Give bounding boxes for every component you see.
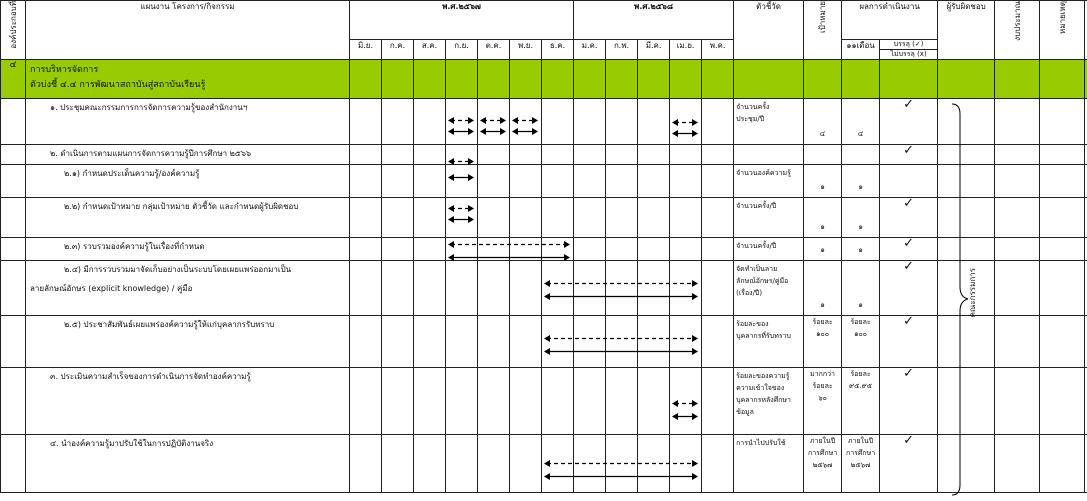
section-fill	[995, 60, 1040, 99]
month-cell: ก.พ.	[606, 40, 638, 60]
month-slot	[702, 238, 734, 261]
month-slot	[478, 435, 510, 493]
result-cell	[842, 145, 880, 165]
indicator-cell: จำนวนครั้ง/ปี	[734, 198, 804, 238]
indicator-cell: จัดทำเป็นลาย ลักษณ์อักษร/คู่มือ (เรื่อง/ปี)	[734, 261, 804, 316]
plan-arrow	[480, 116, 506, 125]
month-cell: ส.ค.	[414, 40, 446, 60]
month-slot	[414, 238, 446, 261]
month-slot	[510, 165, 542, 198]
actual-arrow	[448, 173, 474, 182]
achieved-cell	[880, 165, 938, 198]
result-cell: ๔	[842, 99, 880, 145]
note-cell	[1040, 145, 1085, 165]
section-fill	[350, 60, 382, 99]
achieved-cell	[880, 316, 938, 368]
month-slot	[542, 368, 574, 435]
achieved-cell	[880, 145, 938, 165]
section-fill	[414, 60, 446, 99]
achieved-cell	[880, 261, 938, 316]
month-slot	[574, 165, 606, 198]
year2-header: พ.ศ.๒๕๖๘	[574, 1, 734, 40]
task-text: ๒.๔) มีการรวบรวมมาจัดเก็บอย่างเป็นระบบโดยเผยแพร่ออกมาเป็น	[64, 265, 292, 274]
org-header: องค์ประกอบที่	[1, 1, 26, 60]
section-fill	[574, 60, 606, 99]
task-row	[1, 145, 1087, 165]
org-cell	[1, 238, 26, 261]
org-cell	[1, 435, 26, 493]
note-cell	[1040, 368, 1085, 435]
month-slot	[542, 99, 574, 145]
actual-arrow	[448, 253, 570, 262]
month-slot	[670, 198, 702, 238]
month-slot	[414, 165, 446, 198]
month-slot	[414, 198, 446, 238]
note-cell	[1040, 198, 1085, 238]
month-slot	[382, 99, 414, 145]
task-text: ๒.๒) กำหนดเป้าหมาย กลุ่มเป้าหมาย ตัวชี้วัด และกำหนดผู้รับผิดชอบ	[64, 202, 299, 211]
indicator-cell: ร้อยละของ บุคลากรที่รับทราบ	[734, 316, 804, 368]
target-cell: ภายในปี การศึกษา ๒๕๖๗	[804, 435, 842, 493]
budget-cell	[995, 316, 1040, 368]
indicator-cell: ร้อยละของความรู้ ความเข้าใจของ บุคลากรหลังศึกษา ข้อมูล	[734, 368, 804, 435]
month-slot	[478, 316, 510, 368]
month-slot	[638, 165, 670, 198]
month-slot	[350, 368, 382, 435]
month-slot	[350, 261, 382, 316]
month-slot	[414, 99, 446, 145]
target-header: เป้าหมาย	[804, 1, 842, 60]
month-slot	[574, 238, 606, 261]
achieved-cell	[880, 238, 938, 261]
section-fill	[638, 60, 670, 99]
task-cell	[26, 99, 350, 145]
budget-cell	[995, 198, 1040, 238]
month-slot	[574, 99, 606, 145]
task-row	[1, 99, 1087, 145]
actual-arrow	[448, 215, 474, 224]
check-mark-icon: ✓	[903, 434, 915, 448]
indicator-cell: จำนวนครั้ง ประชุม/ปี	[734, 99, 804, 145]
month-slot	[670, 165, 702, 198]
plan-arrow	[512, 116, 538, 125]
month-slot	[446, 368, 478, 435]
achieved-cell	[880, 198, 938, 238]
month-slot	[382, 198, 414, 238]
target-cell: ๑	[804, 165, 842, 198]
section-fill	[510, 60, 542, 99]
section-title-cell	[26, 60, 350, 99]
month-cell: พ.ย.	[510, 40, 542, 60]
budget-header: งบประมาณ	[995, 1, 1040, 60]
month-slot	[542, 198, 574, 238]
month-slot	[702, 99, 734, 145]
month-slot	[638, 368, 670, 435]
section-row	[1, 60, 1087, 99]
actual-arrow	[480, 127, 506, 136]
section-fill	[478, 60, 510, 99]
task-text: ๒.๕) ประชาสัมพันธ์เผยแพร่องค์ความรู้ให้แก่บุคลากรรับทราบ	[64, 320, 275, 329]
note-cell	[1040, 238, 1085, 261]
month-slot	[478, 261, 510, 316]
month-cell: มิ.ย.	[350, 40, 382, 60]
task-cell	[26, 368, 350, 435]
org-cell	[1, 198, 26, 238]
target-cell: ๑	[804, 261, 842, 316]
month-slot	[542, 145, 574, 165]
month-slot	[414, 435, 446, 493]
section-fill	[804, 60, 842, 99]
month-slot	[350, 316, 382, 368]
actual-arrow	[544, 472, 698, 481]
section-fill	[606, 60, 638, 99]
month-slot	[702, 316, 734, 368]
target-cell: ๑	[804, 198, 842, 238]
month-slot	[638, 145, 670, 165]
month-slot	[606, 261, 638, 316]
section-fill	[382, 60, 414, 99]
month-slot	[574, 368, 606, 435]
month-slot	[446, 435, 478, 493]
month-slot	[638, 238, 670, 261]
month-slot	[382, 261, 414, 316]
month-slot	[414, 145, 446, 165]
month-cell: มี.ค.	[638, 40, 670, 60]
task-text: ๒.๑) กำหนดประเด็นความรู้/องค์ความรู้	[64, 169, 200, 178]
month-slot	[670, 261, 702, 316]
month-cell: เม.ย.	[670, 40, 702, 60]
month-slot	[606, 165, 638, 198]
budget-cell	[995, 261, 1040, 316]
section-title: การบริหารจัดการ	[30, 65, 99, 75]
month-cell: ก.ย.	[446, 40, 478, 60]
year1-header: พ.ศ.๒๕๖๗	[350, 1, 574, 40]
task-cell	[26, 198, 350, 238]
section-fill	[702, 60, 734, 99]
actual-arrow	[544, 347, 698, 356]
month-slot	[510, 435, 542, 493]
month-cell: ม.ค.	[574, 40, 606, 60]
note-header: หมายเหตุ	[1040, 1, 1085, 60]
note-cell	[1040, 435, 1085, 493]
task-text: ๑. ประชุมคณะกรรมการการจัดการความรู้ของสำนักงานฯ	[50, 103, 248, 112]
indicator-cell: จำนวนองค์ความรู้	[734, 165, 804, 198]
month-slot	[574, 145, 606, 165]
month-slot	[702, 198, 734, 238]
task-cell	[26, 261, 350, 316]
achieved-header	[880, 40, 938, 60]
org-cell	[1, 99, 26, 145]
indicator-header: ตัวชี้วัด	[734, 1, 804, 60]
target-cell	[804, 145, 842, 165]
check-mark-icon: ✓	[903, 367, 915, 381]
month-slot	[478, 145, 510, 165]
month-slot	[510, 368, 542, 435]
org-cell	[1, 316, 26, 368]
task-text-cont: ลายลักษณ์อักษร (explicit knowledge) / คู่มือ	[30, 284, 193, 293]
month-slot	[638, 198, 670, 238]
month-slot	[350, 238, 382, 261]
actual-arrow	[672, 412, 698, 421]
month-slot	[414, 261, 446, 316]
month-slot	[382, 316, 414, 368]
achieved-cell	[880, 99, 938, 145]
month-slot	[510, 198, 542, 238]
month-slot	[542, 261, 574, 316]
responsible-group-label: คณะกรรมการ	[968, 268, 977, 318]
note-cell	[1040, 165, 1085, 198]
target-cell: ร้อยละ ๑๐๐	[804, 316, 842, 368]
result-cell: ๑	[842, 198, 880, 238]
task-text: ๒.๓) รวบรวมองค์ความรู้ในเรื่องที่กำหนด	[64, 242, 205, 251]
actual-arrow	[672, 129, 698, 138]
month-slot	[350, 165, 382, 198]
month-slot	[350, 145, 382, 165]
check-mark-icon: ✓	[903, 144, 915, 158]
month-slot	[510, 145, 542, 165]
month-slot	[382, 238, 414, 261]
month-slot	[606, 145, 638, 165]
task-cell	[26, 238, 350, 261]
section-fill	[670, 60, 702, 99]
month-slot	[702, 368, 734, 435]
month-slot	[382, 435, 414, 493]
month-slot	[574, 198, 606, 238]
org-cell	[1, 165, 26, 198]
month-slot	[510, 261, 542, 316]
check-mark-icon: ✓	[903, 260, 915, 274]
month-slot	[702, 145, 734, 165]
note-cell	[1040, 316, 1085, 368]
month-slot	[510, 316, 542, 368]
section-fill	[938, 60, 995, 99]
check-mark-icon: ✓	[903, 237, 915, 251]
month-slot	[574, 261, 606, 316]
month-slot	[638, 261, 670, 316]
plan-arrow	[448, 240, 570, 249]
section-fill	[734, 60, 804, 99]
month-slot	[478, 165, 510, 198]
actual-arrow	[544, 292, 698, 301]
plan-arrow	[448, 116, 474, 125]
month-slot	[446, 316, 478, 368]
achieved-label: บรรลุ (✓)	[880, 40, 937, 50]
section-subtitle: ตัวบ่งชี้ ๔.๔ การพัฒนาสถาบันสู่สถาบันเรียนรู้	[30, 80, 206, 90]
section-number: ๔	[1, 60, 26, 99]
result-cell: ร้อยละ ๑๐๐	[842, 316, 880, 368]
result-header: ผลการดำเนินงาน	[842, 1, 938, 40]
month-slot	[638, 99, 670, 145]
result-cell: ๑	[842, 261, 880, 316]
plan-arrow	[448, 204, 474, 213]
check-mark-icon: ✓	[903, 197, 915, 211]
check-mark-icon: ✓	[903, 98, 915, 112]
month-slot	[382, 165, 414, 198]
month-slot	[478, 368, 510, 435]
task-row	[1, 368, 1087, 435]
note-cell	[1040, 261, 1085, 316]
not-achieved-label: ไม่บรรลุ (x)	[890, 50, 927, 58]
result-cell: ๑	[842, 165, 880, 198]
month-slot	[478, 198, 510, 238]
month-cell: ก.ค.	[382, 40, 414, 60]
plan-arrow	[448, 157, 474, 166]
indicator-cell	[734, 145, 804, 165]
task-cell	[26, 435, 350, 493]
month-slot	[382, 368, 414, 435]
indicator-cell: จำนวนครั้ง/ปี	[734, 238, 804, 261]
section-fill	[542, 60, 574, 99]
budget-cell	[995, 238, 1040, 261]
month-slot	[446, 261, 478, 316]
month-slot	[414, 368, 446, 435]
section-fill	[842, 60, 880, 99]
month-slot	[606, 99, 638, 145]
task-row	[1, 165, 1087, 198]
budget-cell	[995, 435, 1040, 493]
month-slot	[606, 238, 638, 261]
task-row	[1, 198, 1087, 238]
month-cell: ธ.ค.	[542, 40, 574, 60]
plan-arrow	[544, 334, 698, 343]
task-cell	[26, 145, 350, 165]
target-cell: มากกว่า ร้อยละ ๖๐	[804, 368, 842, 435]
task-text: ๒. ดำเนินการตามแผนการจัดการความรู้ปีการศึกษา ๒๕๖๖	[50, 149, 252, 158]
month-slot	[670, 238, 702, 261]
plan-arrow	[544, 459, 698, 468]
month-slot	[542, 165, 574, 198]
section-fill	[446, 60, 478, 99]
month-slot	[350, 198, 382, 238]
achieved-cell	[880, 435, 938, 493]
achieved-cell	[880, 368, 938, 435]
task-text: ๓. ประเมินความสำเร็จของการดำเนินการจัดทำองค์ความรู้	[50, 372, 251, 381]
org-cell	[1, 261, 26, 316]
task-row	[1, 261, 1087, 316]
task-cell	[26, 316, 350, 368]
result-cell: ภายในปี การศึกษา ๒๕๖๗	[842, 435, 880, 493]
month-slot	[606, 198, 638, 238]
section-fill	[880, 60, 938, 99]
month-slot	[702, 165, 734, 198]
target-cell: ๔	[804, 99, 842, 145]
budget-cell	[995, 165, 1040, 198]
org-cell	[1, 368, 26, 435]
result-cell: ๑	[842, 238, 880, 261]
result-cell: ร้อยละ ๙๕.๙๕	[842, 368, 880, 435]
month-cell: พ.ค.	[702, 40, 734, 60]
plan-arrow	[672, 118, 698, 127]
month-slot	[702, 261, 734, 316]
month-slot	[670, 145, 702, 165]
budget-cell	[995, 145, 1040, 165]
plan-header: แผนงาน โครงการ/กิจกรรม	[26, 1, 350, 60]
section-fill	[1040, 60, 1085, 99]
task-text: ๔. นำองค์ความรู้มาปรับใช้ในการปฏิบัติงานจริง	[50, 439, 214, 448]
month-slot	[350, 435, 382, 493]
actual-arrow	[512, 127, 538, 136]
month-slot	[382, 145, 414, 165]
plan-arrow	[672, 399, 698, 408]
budget-cell	[995, 99, 1040, 145]
task-cell	[26, 165, 350, 198]
month-slot	[414, 316, 446, 368]
check-mark-icon: ✓	[903, 315, 915, 329]
target-cell: ๑	[804, 238, 842, 261]
month-slot	[350, 99, 382, 145]
responsible-header: ผู้รับผิดชอบ	[938, 1, 995, 60]
org-cell	[1, 145, 26, 165]
month-cell: ต.ค.	[478, 40, 510, 60]
indicator-cell: การนำไปปรับใช้	[734, 435, 804, 493]
month-slot	[702, 435, 734, 493]
result-month-header: ๑๑เดือน	[842, 40, 880, 60]
actual-arrow	[448, 127, 474, 136]
budget-cell	[995, 368, 1040, 435]
month-slot	[606, 368, 638, 435]
plan-arrow	[544, 279, 698, 288]
note-cell	[1040, 99, 1085, 145]
